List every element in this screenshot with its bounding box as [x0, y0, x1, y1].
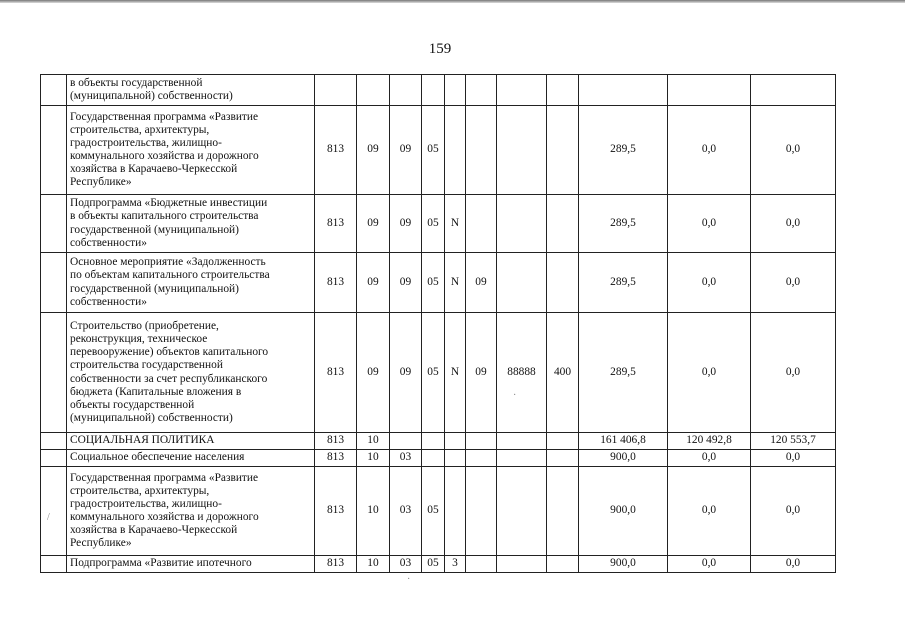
row-marker [41, 433, 67, 450]
sum-year-2: 0,0 [668, 253, 751, 313]
cs-direction [497, 450, 547, 467]
gr-code: 813 [315, 467, 357, 556]
pr-code [390, 75, 422, 106]
cs-direction [497, 433, 547, 450]
item-name: Государственная программа «Развитие строительства, архитектуры, градостроительства, жилищно- коммунального хозяйства и дорожного хозяйства в Карачаево-Черкесской Республике» [67, 467, 315, 556]
row-marker [41, 75, 67, 106]
cs-program [422, 450, 445, 467]
item-name: Подпрограмма «Развитие ипотечного [67, 556, 315, 573]
sum-year-2: 0,0 [668, 556, 751, 573]
vr-code [547, 467, 579, 556]
sum-year-2: 0,0 [668, 313, 751, 433]
cs-direction [497, 106, 547, 195]
table-row [41, 450, 836, 467]
cs-event [466, 433, 497, 450]
cs-subprogram: N [445, 313, 466, 433]
cs-event [466, 75, 497, 106]
sum-year-1: 900,0 [579, 467, 668, 556]
sum-year-3: 0,0 [751, 253, 836, 313]
sum-year-1 [579, 75, 668, 106]
cs-subprogram [445, 450, 466, 467]
cs-event [466, 195, 497, 253]
pr-code [390, 433, 422, 450]
row-marker [41, 106, 67, 195]
sum-year-2: 0,0 [668, 195, 751, 253]
sum-year-1: 289,5 [579, 313, 668, 433]
cs-subprogram [445, 467, 466, 556]
item-name: СОЦИАЛЬНАЯ ПОЛИТИКА [67, 433, 315, 450]
item-name: Социальное обеспечение населения [67, 450, 315, 467]
pr-code: 03 [390, 467, 422, 556]
gr-code [315, 75, 357, 106]
rz-code: 10 [357, 556, 390, 573]
cs-event [466, 450, 497, 467]
vr-code [547, 106, 579, 195]
sum-year-3: 0,0 [751, 313, 836, 433]
row-marker [41, 556, 67, 573]
gr-code: 813 [315, 556, 357, 573]
cs-subprogram: 3 [445, 556, 466, 573]
pr-code: 03 [390, 556, 422, 573]
table-row [41, 106, 836, 195]
sum-year-1: 289,5 [579, 106, 668, 195]
row-marker [41, 467, 67, 556]
cs-program [422, 433, 445, 450]
table-row [41, 433, 836, 450]
rz-code [357, 75, 390, 106]
sum-year-2: 0,0 [668, 450, 751, 467]
row-marker [41, 313, 67, 433]
sum-year-3: 0,0 [751, 556, 836, 573]
vr-code: 400 [547, 313, 579, 433]
rz-code: 10 [357, 450, 390, 467]
sum-year-2 [668, 75, 751, 106]
gr-code: 813 [315, 313, 357, 433]
cs-event [466, 467, 497, 556]
row-marker [41, 450, 67, 467]
cs-program: 05 [422, 253, 445, 313]
budget-table [40, 74, 836, 573]
rz-code: 09 [357, 313, 390, 433]
cs-program: 05 [422, 556, 445, 573]
sum-year-3: 0,0 [751, 195, 836, 253]
cs-direction [497, 253, 547, 313]
scan-speck: / [47, 512, 50, 523]
sum-year-1: 900,0 [579, 450, 668, 467]
cs-direction [497, 195, 547, 253]
vr-code [547, 253, 579, 313]
vr-code [547, 556, 579, 573]
cs-program: 05 [422, 106, 445, 195]
item-name: Подпрограмма «Бюджетные инвестиции в объекты капитального строительства государственной (муниципальной) собственности» [67, 195, 315, 253]
sum-year-3: 0,0 [751, 467, 836, 556]
cs-direction: 88888 [497, 313, 547, 433]
table-row [41, 75, 836, 106]
pr-code: 03 [390, 450, 422, 467]
cs-subprogram [445, 433, 466, 450]
pr-code: 09 [390, 253, 422, 313]
rz-code: 09 [357, 106, 390, 195]
cs-program [422, 75, 445, 106]
sum-year-2: 120 492,8 [668, 433, 751, 450]
pr-code: 09 [390, 106, 422, 195]
sum-year-3: 0,0 [751, 450, 836, 467]
cs-program: 05 [422, 195, 445, 253]
sum-year-2: 0,0 [668, 467, 751, 556]
cs-subprogram [445, 75, 466, 106]
cs-subprogram [445, 106, 466, 195]
sum-year-1: 289,5 [579, 253, 668, 313]
cs-subprogram: N [445, 195, 466, 253]
cs-direction [497, 556, 547, 573]
sum-year-3 [751, 75, 836, 106]
page-number: 159 [428, 41, 452, 57]
gr-code: 813 [315, 433, 357, 450]
item-name: в объекты государственной (муниципальной) собственности) [67, 75, 315, 106]
rz-code: 09 [357, 195, 390, 253]
gr-code: 813 [315, 450, 357, 467]
cs-event: 09 [466, 253, 497, 313]
sum-year-3: 120 553,7 [751, 433, 836, 450]
cs-event [466, 106, 497, 195]
table-row [41, 313, 836, 433]
pr-code: 09 [390, 195, 422, 253]
cs-subprogram: N [445, 253, 466, 313]
table-row [41, 467, 836, 556]
cs-event [466, 556, 497, 573]
sum-year-1: 900,0 [579, 556, 668, 573]
vr-code [547, 450, 579, 467]
sum-year-3: 0,0 [751, 106, 836, 195]
rz-code: 10 [357, 467, 390, 556]
row-marker [41, 253, 67, 313]
pr-code: 09 [390, 313, 422, 433]
cs-event: 09 [466, 313, 497, 433]
sum-year-1: 161 406,8 [579, 433, 668, 450]
rz-code: 10 [357, 433, 390, 450]
vr-code [547, 195, 579, 253]
table-row [41, 195, 836, 253]
sum-year-1: 289,5 [579, 195, 668, 253]
table-row [41, 253, 836, 313]
gr-code: 813 [315, 195, 357, 253]
item-name: Основное мероприятие «Задолженность по объектам капитального строительства государственной (муниципальной) собственности» [67, 253, 315, 313]
vr-code [547, 75, 579, 106]
cs-program: 05 [422, 467, 445, 556]
gr-code: 813 [315, 253, 357, 313]
cs-direction [497, 75, 547, 106]
scan-speck: · [513, 390, 517, 401]
row-marker [41, 195, 67, 253]
vr-code [547, 433, 579, 450]
gr-code: 813 [315, 106, 357, 195]
cs-direction [497, 467, 547, 556]
table-row [41, 556, 836, 573]
scan-top-edge [0, 0, 905, 3]
cs-program: 05 [422, 313, 445, 433]
item-name: Строительство (приобретение, реконструкция, техническое перевооружение) объектов капитального строительства государственной собственности за счет республиканского бюджета (Капитальные вложения в объекты государственной (муниципальной) собственности) [67, 313, 315, 433]
item-name: Государственная программа «Развитие строительства, архитектуры, градостроительства, жилищно- коммунального хозяйства и дорожного хозяйства в Карачаево-Черкесской Республике» [67, 106, 315, 195]
rz-code: 09 [357, 253, 390, 313]
scan-speck: · [407, 574, 411, 585]
sum-year-2: 0,0 [668, 106, 751, 195]
